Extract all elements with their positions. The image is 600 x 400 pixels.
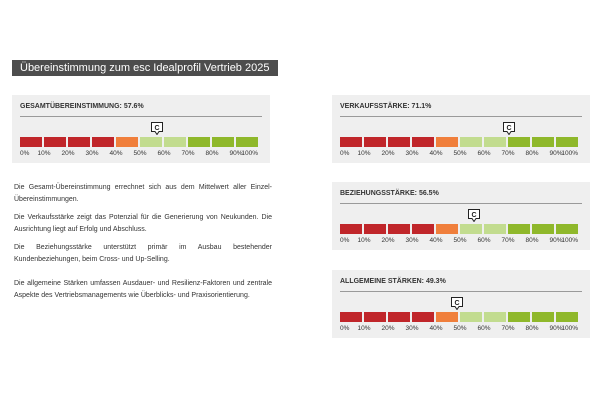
tick-label: 90% [549,237,563,244]
tick-label: 20% [61,150,75,157]
tick-label: 60% [477,325,491,332]
scale-segment [364,312,386,322]
divider [20,116,262,117]
panel-gesamt [12,95,270,163]
panel-title: VERKAUFSSTÄRKE: 71.1% [340,103,432,110]
scale-bar [20,137,258,147]
scale-bar [340,137,578,147]
tick-label: 50% [453,150,467,157]
panel-allgemeine-staerken [332,270,590,338]
tick-label: 20% [381,325,395,332]
scale-segment [484,224,506,234]
tick-label: 80% [525,237,539,244]
tick-label: 10% [357,325,371,332]
scale-segment [140,137,162,147]
scale-ticks [340,237,578,245]
scale-segment [460,312,482,322]
scale-bar [340,224,578,234]
description-beziehungsstaerke: Die Beziehungsstärke unterstützt primär im Ausbau bestehender Kundenbeziehungen, beim Cross- und Up-Selling. [14,244,272,263]
scale-ticks [340,325,578,333]
scale-segment [508,312,530,322]
tick-label: 50% [133,150,147,157]
tick-label: 80% [525,150,539,157]
description-allgemeine-staerken: Die allgemeine Stärken umfassen Ausdauer- und Resilienz-Faktoren und zentrale Aspekte des Vertriebsmanagements wie Überblicks- und Praxisorientierung. [14,280,272,299]
scale-segment [364,224,386,234]
scale-segment [44,137,66,147]
tick-label: 20% [381,237,395,244]
panel-title: ALLGEMEINE STÄRKEN: 49.3% [340,278,446,285]
scale-segment [340,224,362,234]
tick-label: 100% [561,325,578,332]
tick-label: 60% [477,237,491,244]
tick-label: 50% [453,237,467,244]
c-marker-icon [468,209,480,222]
tick-label: 70% [501,150,515,157]
scale-segment [116,137,138,147]
tick-label: 100% [561,237,578,244]
scale-bar [340,312,578,322]
scale-segment [484,137,506,147]
scale-segment [556,137,578,147]
tick-label: 80% [525,325,539,332]
scale-segment [364,137,386,147]
scale-segment [532,137,554,147]
marker-letter: C [506,124,512,132]
scale-segment [460,224,482,234]
tick-label: 100% [241,150,258,157]
tick-label: 90% [229,150,243,157]
tick-label: 70% [501,237,515,244]
tick-label: 10% [357,237,371,244]
panel-verkaufsstaerke [332,95,590,163]
scale-segment [412,137,434,147]
scale-segment [484,312,506,322]
tick-label: 90% [549,150,563,157]
tick-label: 40% [429,237,443,244]
scale-segment [508,224,530,234]
scale-segment [460,137,482,147]
tick-label: 30% [85,150,99,157]
tick-label: 90% [549,325,563,332]
description-verkaufsstaerke: Die Verkaufsstärke zeigt das Potenzial für die Generierung von Neukunden. Die Ausrichtung liegt auf Erfolg und Abschluss. [14,214,272,233]
tick-label: 40% [429,150,443,157]
tick-label: 80% [205,150,219,157]
panel-title: GESAMTÜBEREINSTIMMUNG: 57.6% [20,103,144,110]
divider [340,116,582,117]
tick-label: 30% [405,325,419,332]
tick-label: 40% [109,150,123,157]
scale-segment [236,137,258,147]
scale-segment [212,137,234,147]
tick-label: 50% [453,325,467,332]
scale-segment [164,137,186,147]
scale-segment [68,137,90,147]
divider [340,291,582,292]
marker-letter: C [154,124,160,132]
tick-label: 10% [357,150,371,157]
scale-segment [388,137,410,147]
panel-beziehungsstaerke [332,182,590,250]
panel-title: BEZIEHUNGSSTÄRKE: 56.5% [340,190,439,197]
scale-segment [188,137,210,147]
scale-ticks [340,150,578,158]
scale-segment [340,312,362,322]
c-marker-icon [503,122,515,135]
tick-label: 40% [429,325,443,332]
scale-segment [436,312,458,322]
tick-label: 30% [405,237,419,244]
marker-letter: C [454,299,460,307]
scale-segment [436,137,458,147]
tick-label: 30% [405,150,419,157]
tick-label: 100% [561,150,578,157]
tick-label: 60% [157,150,171,157]
scale-segment [412,224,434,234]
scale-segment [92,137,114,147]
page-title: Übereinstimmung zum esc Idealprofil Vertrieb 2025 [12,60,278,76]
tick-label: 60% [477,150,491,157]
scale-segment [556,224,578,234]
tick-label: 70% [501,325,515,332]
scale-segment [388,224,410,234]
tick-label: 0% [340,237,350,244]
scale-segment [532,224,554,234]
scale-segment [388,312,410,322]
tick-label: 10% [37,150,51,157]
tick-label: 20% [381,150,395,157]
scale-ticks [20,150,258,158]
marker-letter: C [471,211,477,219]
divider [340,203,582,204]
tick-label: 0% [340,150,350,157]
description-gesamt: Die Gesamt-Übereinstimmung errechnet sich aus dem Mittelwert aller Einzel-Übereinstimmungen. [14,184,272,203]
tick-label: 70% [181,150,195,157]
scale-segment [556,312,578,322]
scale-segment [340,137,362,147]
scale-segment [508,137,530,147]
tick-label: 0% [20,150,30,157]
scale-segment [20,137,42,147]
scale-segment [412,312,434,322]
tick-label: 0% [340,325,350,332]
c-marker-icon [451,297,463,310]
c-marker-icon [151,122,163,135]
scale-segment [532,312,554,322]
scale-segment [436,224,458,234]
